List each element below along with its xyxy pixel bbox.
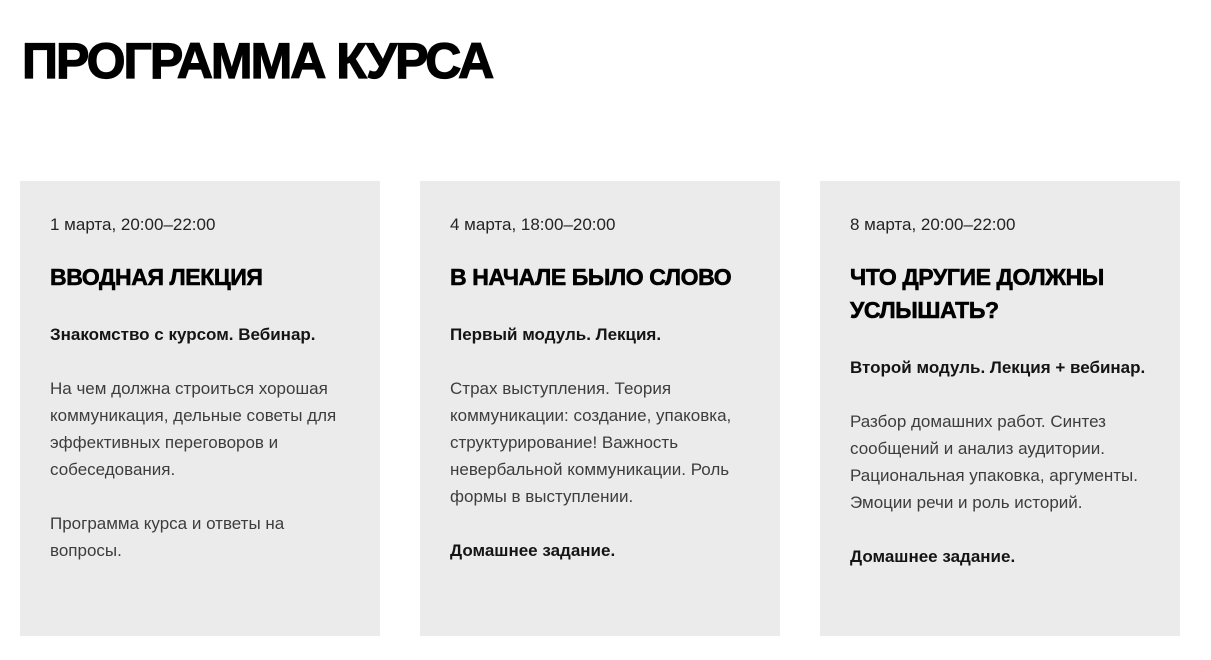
lesson-card-1 <box>20 181 380 636</box>
lesson-title: ЧТО ДРУГИЕ ДОЛЖНЫ УСЛЫШАТЬ? <box>850 264 1104 323</box>
lesson-description: Страх выступления. Теория коммуникации: создание, упаковка, структурирование! Важность невербальной коммуникации. Роль формы в выступлении. <box>450 379 732 506</box>
lesson-homework: Домашнее задание. <box>450 541 616 560</box>
lesson-lead: Первый модуль. Лекция. <box>450 325 662 344</box>
schedule-cards <box>20 181 1180 636</box>
lesson-date: 4 марта, 18:00–20:00 <box>450 215 616 234</box>
lesson-homework: Домашнее задание. <box>850 547 1016 566</box>
lesson-title: В НАЧАЛЕ БЫЛО СЛОВО <box>450 264 732 290</box>
lesson-description: На чем должна строиться хорошая коммуникация, дельные советы для эффективных переговоров и собеседования. <box>50 379 337 479</box>
lesson-card-2 <box>420 181 780 636</box>
lesson-date: 1 марта, 20:00–22:00 <box>50 215 216 234</box>
lesson-description: Разбор домашних работ. Синтез сообщений и анализ аудитории. Рациональная упаковка, аргументы. Эмоции речи и роль историй. <box>850 412 1138 512</box>
lesson-lead: Второй модуль. Лекция + вебинар. <box>850 358 1146 377</box>
lesson-lead: Знакомство с курсом. Вебинар. <box>50 325 316 344</box>
page-title: ПРОГРАММА КУРСА <box>22 33 493 89</box>
lesson-date: 8 марта, 20:00–22:00 <box>850 215 1016 234</box>
lesson-title: ВВОДНАЯ ЛЕКЦИЯ <box>50 264 263 290</box>
lesson-description: Программа курса и ответы на вопросы. <box>50 514 285 560</box>
lesson-card-3 <box>820 181 1180 636</box>
